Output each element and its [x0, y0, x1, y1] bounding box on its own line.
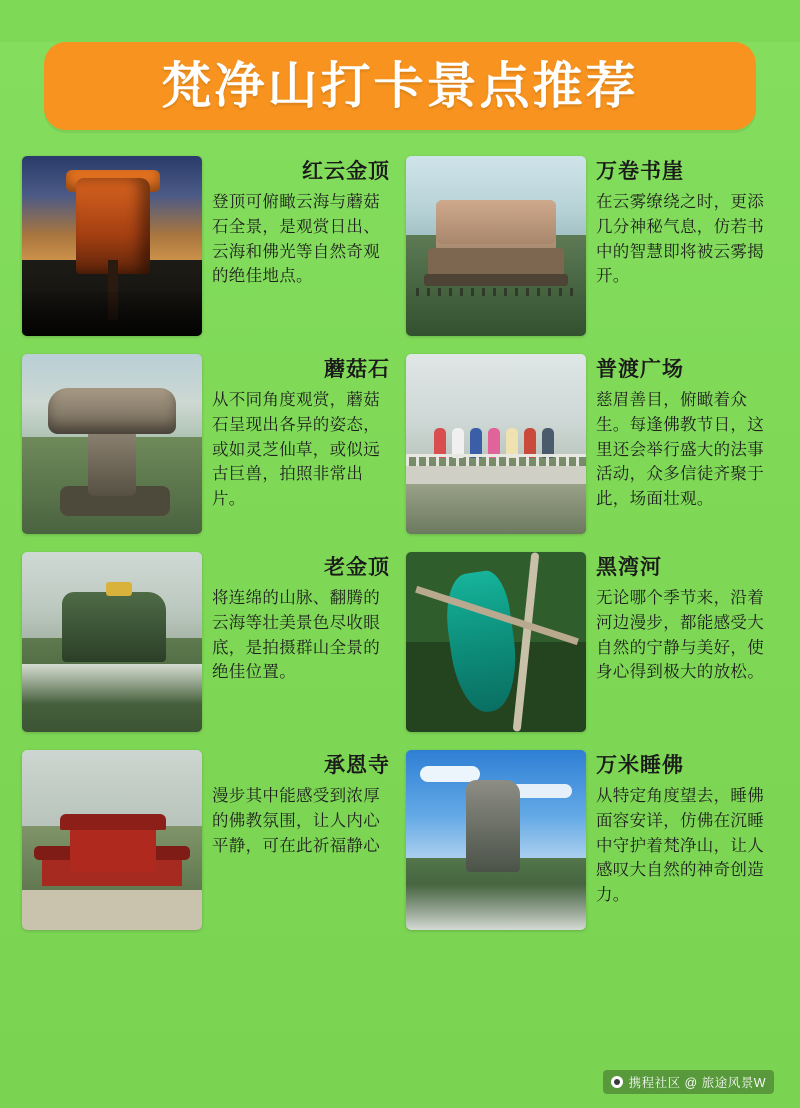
attraction-description: 无论哪个季节来，沿着河边漫步，都能感受大自然的宁静与美好，使身心得到极大的放松。 [596, 589, 764, 682]
attraction-description: 从特定角度望去，睡佛面容安详，仿佛在沉睡中守护着梵净山，让人感叹大自然的神奇创造力。 [596, 787, 764, 905]
attraction-title: 老金顶 [324, 556, 390, 579]
attraction-text [212, 552, 394, 685]
sleeping-buddha-photo [406, 750, 586, 930]
attraction-card[interactable] [22, 156, 394, 336]
chengen-temple-photo [22, 750, 202, 930]
attraction-card[interactable] [406, 354, 778, 534]
watermark [603, 1070, 774, 1094]
attraction-card[interactable] [22, 552, 394, 732]
attraction-description: 在云雾缭绕之时，更添几分神秘气息，仿若书中的智慧即将被云雾揭开。 [596, 193, 764, 286]
attraction-card[interactable] [406, 156, 778, 336]
attraction-description: 从不同角度观赏，蘑菇石呈现出各异的姿态，或如灵芝仙草，或似远古巨兽，拍照非常出片。 [212, 391, 380, 509]
attraction-description: 慈眉善目，俯瞰着众生。每逢佛教节日，这里还会举行盛大的法事活动，众多信徒齐聚于此，场面壮观。 [596, 391, 764, 509]
attraction-description: 漫步其中能感受到浓厚的佛教氛围，让人内心平静，可在此祈福静心 [212, 787, 380, 855]
ten-thousand-volumes-cliff-photo [406, 156, 586, 336]
brand-logo-icon [611, 1076, 623, 1088]
attraction-card[interactable] [406, 552, 778, 732]
attraction-title: 黑湾河 [596, 556, 662, 579]
attraction-description: 将连绵的山脉、翻腾的云海等壮美景色尽收眼底，是拍摄群山全景的绝佳位置。 [212, 589, 380, 682]
page-title-banner [44, 42, 756, 130]
attraction-title: 普渡广场 [596, 358, 684, 381]
attraction-title: 红云金顶 [302, 160, 390, 183]
attraction-text [596, 354, 778, 512]
pudu-square-photo [406, 354, 586, 534]
attraction-card[interactable] [22, 750, 394, 930]
red-cloud-golden-summit-photo [22, 156, 202, 336]
attraction-text [212, 354, 394, 512]
attraction-card[interactable] [406, 750, 778, 930]
heiwan-river-photo [406, 552, 586, 732]
attraction-text [596, 156, 778, 289]
attraction-text [596, 750, 778, 908]
attraction-title: 万卷书崖 [596, 160, 684, 183]
attraction-title: 万米睡佛 [596, 754, 684, 777]
attraction-text [212, 156, 394, 289]
old-golden-summit-photo [22, 552, 202, 732]
attraction-text [596, 552, 778, 685]
attraction-card[interactable] [22, 354, 394, 534]
page-title: 梵净山打卡景点推荐 [161, 58, 639, 114]
watermark-text: 携程社区 @ 旅途风景W [628, 1076, 766, 1090]
attraction-description: 登顶可俯瞰云海与蘑菇石全景，是观赏日出、云海和佛光等自然奇观的绝佳地点。 [212, 193, 380, 286]
poster-page [0, 42, 800, 1108]
mushroom-rock-photo [22, 354, 202, 534]
attraction-text [212, 750, 394, 858]
attraction-title: 承恩寺 [324, 754, 390, 777]
attractions-grid [22, 156, 778, 930]
attraction-title: 蘑菇石 [324, 358, 390, 381]
